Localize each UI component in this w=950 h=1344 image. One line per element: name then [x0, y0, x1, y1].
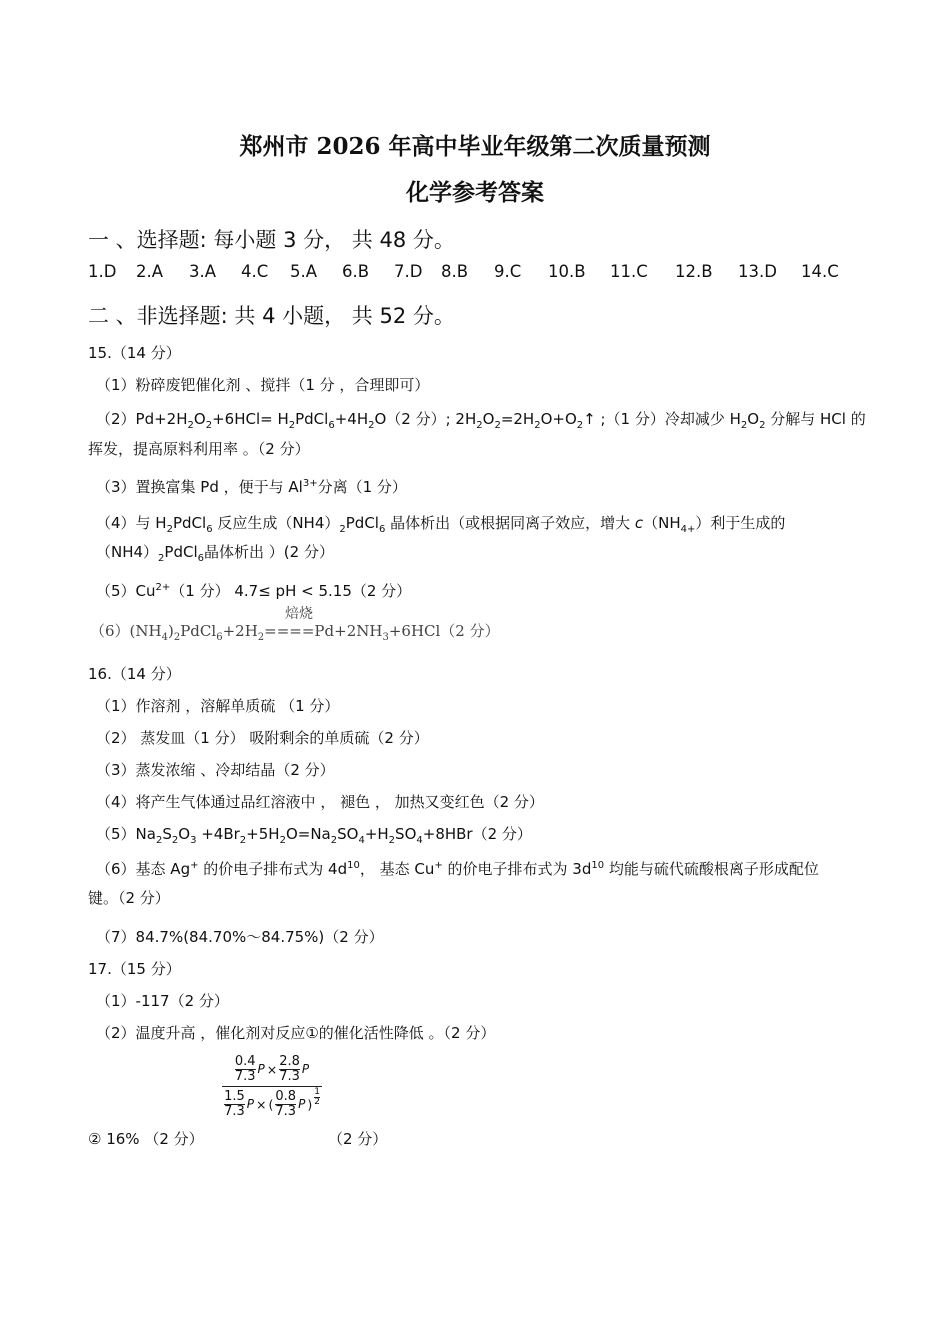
answer-item: 14.C: [801, 262, 839, 281]
q16-answer-2: （2） 蒸发皿（1 分） 吸附剩余的单质硫（2 分）: [96, 729, 429, 747]
fraction: $\frac{2.8}{7.3}$: [279, 1053, 300, 1084]
q15-answer-4: （4）与 $H_2PdCl_6$ 反应生成$(NH4)_2PdCl_6$ 晶体析出（或根据同离子效应，增大 $c(NH_{4+})$利于生成的: [96, 514, 786, 535]
q16-answer-3: （3）蒸发浓缩 、冷却结晶（2 分）: [96, 761, 335, 779]
q15-answer-3: （3）置换富集 Pd ，便于与 $Al^{3+}$分离（1 分）: [96, 478, 407, 496]
q16-answer-6: （6）基态 Ag+ 的价电子排布式为 $4d^{10}$， 基态 Cu+ 的价电子排布式为 $3d^{10}$ 均能与硫代硫酸根离子形成配位: [96, 860, 819, 878]
question-16-heading: 16.（14 分）: [88, 665, 181, 683]
q16-answer-5: $(5)Na_2S_2O_3 +4Br_2+5H_2O=Na_2SO_4+H_2SO_4+8HBr(2$ 分）: [96, 825, 532, 846]
answer-item: 3.A: [189, 262, 217, 281]
q17-answer-2: （2）温度升高 ，催化剂对反应①的催化活性降低 。（2 分）: [96, 1024, 496, 1042]
kp-numerator: $\frac{0.4}{7.3}$ P × $\frac{2.8}{7.3}$ P: [234, 1053, 310, 1084]
q15-answer-2: $(2)Pd+2H_2O_2+6HCl=$ $H_2PdCl_6+4H_2O(2$ 分）; $2H_2O_2=2H_2O+O_2↑$ ;（1 分）冷却减少 $H_2O_2$ 分解与 HCl 的: [96, 410, 866, 431]
q15-answer-1: （1）粉碎废钯催化剂 、搅拌（1 分 ，合理即可）: [96, 376, 430, 394]
answer-item: 1.D: [88, 262, 117, 281]
answer-item: 9.C: [494, 262, 522, 281]
q17-answer-3: ② 16% （2 分）: [88, 1130, 204, 1148]
q16-answer-6-continued: 键。（2 分）: [88, 889, 170, 907]
document-subtitle: 化学参考答案: [406, 179, 544, 206]
section-heading-nonchoice: 二 、非选择题: 共 4 小题， 共 52 分。: [88, 304, 455, 328]
fraction: $\frac{1.5}{7.3}$: [224, 1088, 245, 1119]
answer-item: 13.D: [738, 262, 777, 281]
question-17-heading: 17.（15 分）: [88, 960, 181, 978]
kp-expression: [222, 1052, 322, 1121]
q17-answer-3-score: （2 分）: [328, 1130, 388, 1148]
answer-item: 4.C: [241, 262, 269, 281]
fraction: $\frac{0.8}{7.3}$: [275, 1088, 297, 1119]
section-heading-choice: 一 、选择题: 每小题 3 分， 共 48 分。: [88, 228, 455, 252]
fraction: $\frac{0.4}{7.3}$: [234, 1053, 256, 1084]
answer-item: 5.A: [290, 262, 318, 281]
q15-answer-6: $(6)(NH_4)_2PdCl_6+2H_2====Pd+2NH_3+6HCl(2$ 分）: [90, 622, 500, 643]
q16-answer-1: （1）作溶剂 ，溶解单质硫 （1 分）: [96, 697, 340, 715]
q17-answer-1: （1）-117（2 分）: [96, 992, 229, 1010]
answer-item: 2.A: [136, 262, 164, 281]
q16-answer-4: （4）将产生气体通过品红溶液中 ， 褪色 ， 加热又变红色（2 分）: [96, 793, 544, 811]
answer-item: 7.D: [394, 262, 423, 281]
answer-item: 10.B: [548, 262, 586, 281]
q15-answer-2-continued: 挥发，提高原料利用率 。（2 分）: [88, 440, 310, 458]
q15-reaction-condition: 焙烧: [285, 606, 313, 622]
exponent-fraction: $\frac{1}{2}$: [314, 1086, 320, 1107]
q15-answer-4-continued: $(NH4)_2PdCl_6$晶体析出 ）(2 分）: [96, 543, 334, 564]
answer-item: 11.C: [610, 262, 648, 281]
kp-denominator: $\frac{1.5}{7.3}$ P × ( $\frac{0.8}{7.3}$ P ) $\frac{1}{2}$: [224, 1086, 320, 1119]
answer-item: 8.B: [441, 262, 469, 281]
answer-item: 12.B: [675, 262, 713, 281]
q16-answer-7: （7）84.7%(84.70%～84.75%)（2 分）: [96, 928, 384, 946]
question-15-heading: 15.（14 分）: [88, 344, 181, 362]
answer-item: 6.B: [342, 262, 370, 281]
document-title: 郑州市 2026 年高中毕业年级第二次质量预测: [239, 133, 711, 160]
q15-answer-5: $(5)Cu^{2+}(1$ 分） 4.7≤ pH < 5.15（2 分）: [96, 582, 412, 600]
